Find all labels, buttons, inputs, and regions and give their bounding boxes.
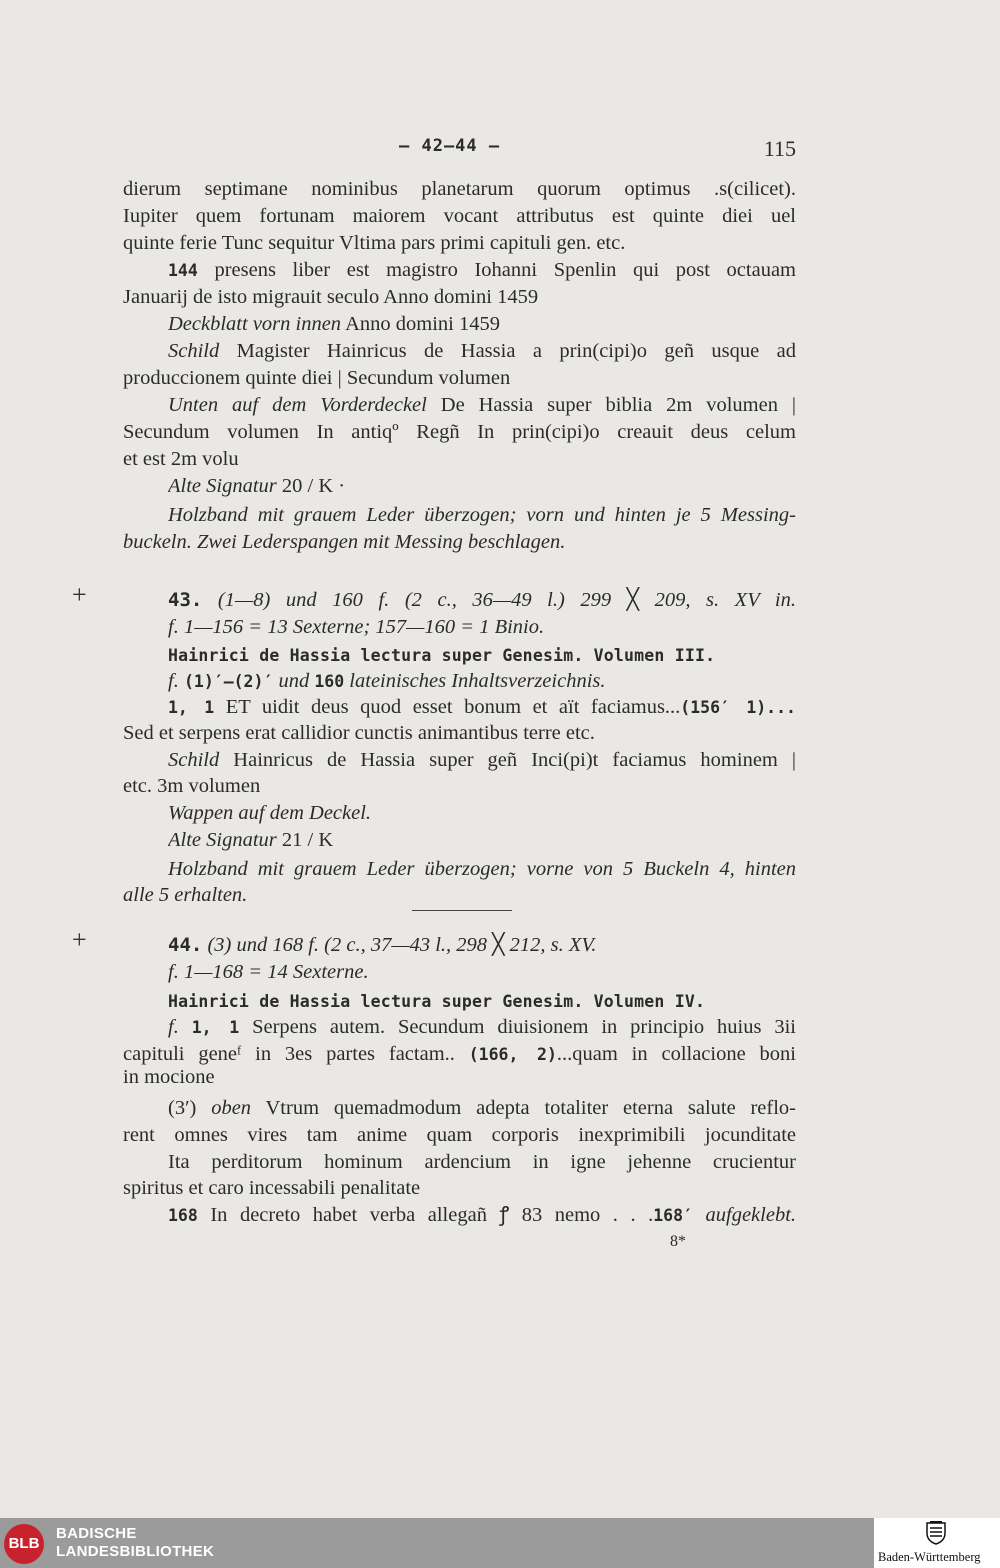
text-line xyxy=(168,392,796,419)
entry-description: (1—8) und 160 f. (2 c., 36—49 l.) 299 ╳ 209, s. XV in. xyxy=(217,589,796,611)
entry-heading xyxy=(168,587,796,614)
text-span: capituli geneᶠ in 3es partes factam.. xyxy=(123,1043,455,1065)
text-line: alle 5 erhalten. xyxy=(123,884,248,906)
state-name: Baden-Württemberg xyxy=(878,1550,981,1564)
signature-mark: 8* xyxy=(670,1233,686,1250)
text-line: rent omnes vires tam anime quam corporis inexprimibili jocunditate xyxy=(123,1124,796,1146)
text-line: f. 1—168 = 14 Sexterne. xyxy=(168,961,369,983)
annotation-label: Schild xyxy=(168,749,220,771)
text-span: aufgeklebt. xyxy=(705,1204,796,1226)
folio-ref: 144 xyxy=(168,261,198,280)
annotation-label: Schild xyxy=(168,340,220,362)
text-line: Holzband mit grauem Leder überzogen; vorne von 5 Buckeln 4, hinten xyxy=(168,858,796,880)
text-line: Secundum volumen In antiqº Regñ In prin(cipi)o creauit deus celum xyxy=(123,421,796,443)
annotation-label: Alte Signatur xyxy=(168,475,277,497)
entry-number: 43. xyxy=(168,589,203,611)
entry-description: (3) und 168 f. (2 c., 37—43 l., 298 ╳ 212, s. XV. xyxy=(207,934,597,956)
folio-ref: (1)′—(2)′ xyxy=(183,672,274,691)
entry-number: 44. xyxy=(168,934,203,956)
work-title: Hainrici de Hassia lectura super Genesim. Volumen III. xyxy=(168,646,716,665)
margin-plus-mark: + xyxy=(72,925,87,954)
text-line: Sed et serpens erat callidior cunctis animantibus terre etc. xyxy=(123,722,595,744)
library-name-line2: LANDESBIBLIOTHEK xyxy=(56,1543,215,1560)
text-span: Anno domini 1459 xyxy=(345,313,500,335)
text-line: et est 2m volu xyxy=(123,448,239,470)
folio-ref: 168 xyxy=(168,1206,198,1225)
text-span: Magister Hainricus de Hassia a prin(cipi)o geñ usque ad xyxy=(236,340,796,362)
text-line: quinte ferie Tunc sequitur Vltima pars primi capituli gen. etc. xyxy=(123,232,626,254)
text-line: f. 1—156 = 13 Sexterne; 157—160 = 1 Binio. xyxy=(168,616,545,638)
entry-heading xyxy=(168,932,796,959)
text-line: produccionem quinte diei | Secundum volumen xyxy=(123,367,511,389)
text-line: buckeln. Zwei Lederspangen mit Messing beschlagen. xyxy=(123,531,566,553)
text-line: spiritus et caro incessabili penalitate xyxy=(123,1177,421,1199)
text-span: ...quam in collacione boni xyxy=(556,1043,796,1065)
shelfmark: 21 / K xyxy=(281,829,334,851)
text-span: f. xyxy=(168,670,179,692)
text-span: lateinisches Inhaltsverzeichnis. xyxy=(349,670,606,692)
text-span: presens liber est magistro Iohanni Spenlin qui post octauam xyxy=(214,259,796,281)
text-line xyxy=(168,694,796,721)
text-line xyxy=(168,1095,796,1122)
folio-ref: 1, 1 xyxy=(191,1018,240,1037)
annotation-label: Alte Signatur xyxy=(168,829,277,851)
text-line xyxy=(168,257,796,284)
running-header xyxy=(123,136,796,162)
text-span: ET uidit deus quod esset bonum et aït faciamus... xyxy=(225,696,681,718)
text-line xyxy=(168,311,796,338)
text-span: (3′) xyxy=(168,1097,197,1119)
annotation-label: Unten auf dem Vorderdeckel xyxy=(168,394,427,416)
text-line: Iupiter quem fortunam maiorem vocant attributus est quinte diei uel xyxy=(123,205,796,227)
text-line xyxy=(168,747,796,774)
text-line: dierum septimane nominibus planetarum quorum optimus .s(cilicet). xyxy=(123,178,796,200)
text-span: f. xyxy=(168,1016,179,1038)
library-name-line1: BADISCHE xyxy=(56,1525,137,1542)
folio-ref: 160 xyxy=(314,672,345,691)
text-line xyxy=(168,1014,796,1041)
text-span: Serpens autem. Secundum diuisionem in principio huius 3ii xyxy=(252,1016,796,1038)
text-line: Ita perditorum hominum ardencium in igne jehenne crucientur xyxy=(168,1151,796,1173)
section-range: — 42—44 — xyxy=(399,136,501,156)
text-line xyxy=(168,1202,796,1229)
text-line: Holzband mit grauem Leder überzogen; vorn und hinten je 5 Messing- xyxy=(168,504,796,526)
footer-bar xyxy=(0,1518,1000,1568)
coat-of-arms-icon xyxy=(926,1521,946,1545)
folio-ref: (156′ 1)... xyxy=(680,698,796,717)
text-span: und xyxy=(278,670,310,692)
folio-ref: 1, 1 xyxy=(168,698,215,717)
text-line: in mocione xyxy=(123,1066,215,1088)
margin-plus-mark: + xyxy=(72,580,87,609)
annotation-label: Deckblatt vorn innen xyxy=(168,313,342,335)
library-name[interactable] xyxy=(56,1525,214,1561)
state-logo[interactable] xyxy=(874,1518,1000,1568)
text-line xyxy=(168,338,796,365)
page-number: 115 xyxy=(763,136,796,161)
work-title: Hainrici de Hassia lectura super Genesim. Volumen IV. xyxy=(168,992,706,1011)
folio-ref: 168′ xyxy=(653,1206,693,1225)
text-span: In decreto habet verba allegañ ꝭ 83 nemo . . . xyxy=(210,1204,654,1226)
text-span: Vtrum quemadmodum adepta totaliter eterna salute reflo- xyxy=(265,1097,796,1119)
shelfmark: 20 / K · xyxy=(281,475,346,497)
text-line: Januarij de isto migrauit seculo Anno domini 1459 xyxy=(123,286,539,308)
text-line: etc. 3m volumen xyxy=(123,775,261,797)
text-line: Wappen auf dem Deckel. xyxy=(168,802,372,824)
section-divider xyxy=(412,910,512,911)
text-line xyxy=(168,473,796,500)
text-line xyxy=(168,827,796,854)
blb-logo[interactable]: BLB xyxy=(4,1524,44,1564)
text-span: Hainricus de Hassia super geñ Inci(pi)t faciamus hominem | xyxy=(233,749,796,771)
text-line xyxy=(168,668,796,695)
text-span: De Hassia super biblia 2m volumen | xyxy=(440,394,796,416)
folio-ref: (166, 2) xyxy=(468,1045,557,1064)
annotation-label: oben xyxy=(211,1097,252,1119)
